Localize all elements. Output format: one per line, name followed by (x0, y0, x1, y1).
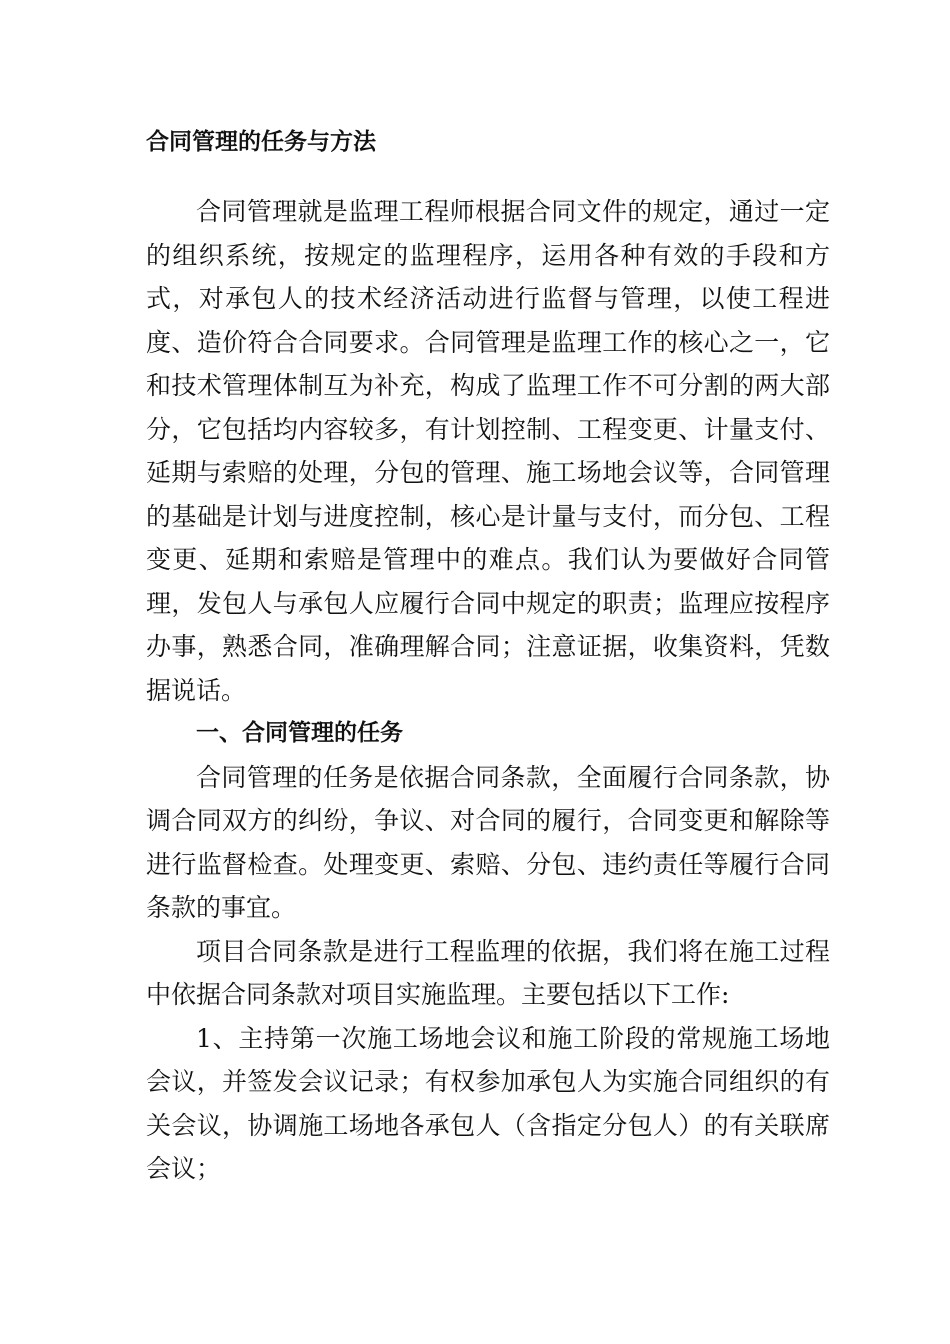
section-heading-tasks: 一、合同管理的任务 (196, 720, 403, 746)
list-item-1: 1、主持第一次施工场地会议和施工阶段的常规施工场地会议，并签发会议记录；有权参加承包人为实施合同组织的有关会议，协调施工场地各承包人（含指定分包人）的有关联席会议； (146, 1023, 830, 1183)
tasks-paragraph: 合同管理的任务是依据合同条款，全面履行合同条款，协调合同双方的纠纷，争议、对合同的履行，合同变更和解除等进行监督检查。处理变更、索赔、分包、违约责任等履行合同条款的事宜。 (146, 762, 830, 922)
basis-paragraph: 项目合同条款是进行工程监理的依据，我们将在施工过程中依据合同条款对项目实施监理。主要包括以下工作: (146, 936, 830, 1009)
document-title: 合同管理的任务与方法 (146, 129, 376, 155)
intro-paragraph: 合同管理就是监理工程师根据合同文件的规定，通过一定的组织系统，按规定的监理程序，运用各种有效的手段和方式，对承包人的技术经济活动进行监督与管理，以使工程进度、造价符合合同要求。合同管理是监理工作的核心之一，它和技术管理体制互为补充，构成了监理工作不可分割的两大部分，它包括均内容较多，有计划控制、工程变更、计量支付、延期与索赔的处理，分包的管理、施工场地会议等，合同管理的基础是计划与进度控制，核心是计量与支付，而分包、工程变更、延期和索赔是管理中的难点。我们认为要做好合同管理，发包人与承包人应履行合同中规定的职责；监理应按程序办事，熟悉合同，准确理解合同；注意证据，收集资料，凭数据说话。 (146, 197, 830, 705)
